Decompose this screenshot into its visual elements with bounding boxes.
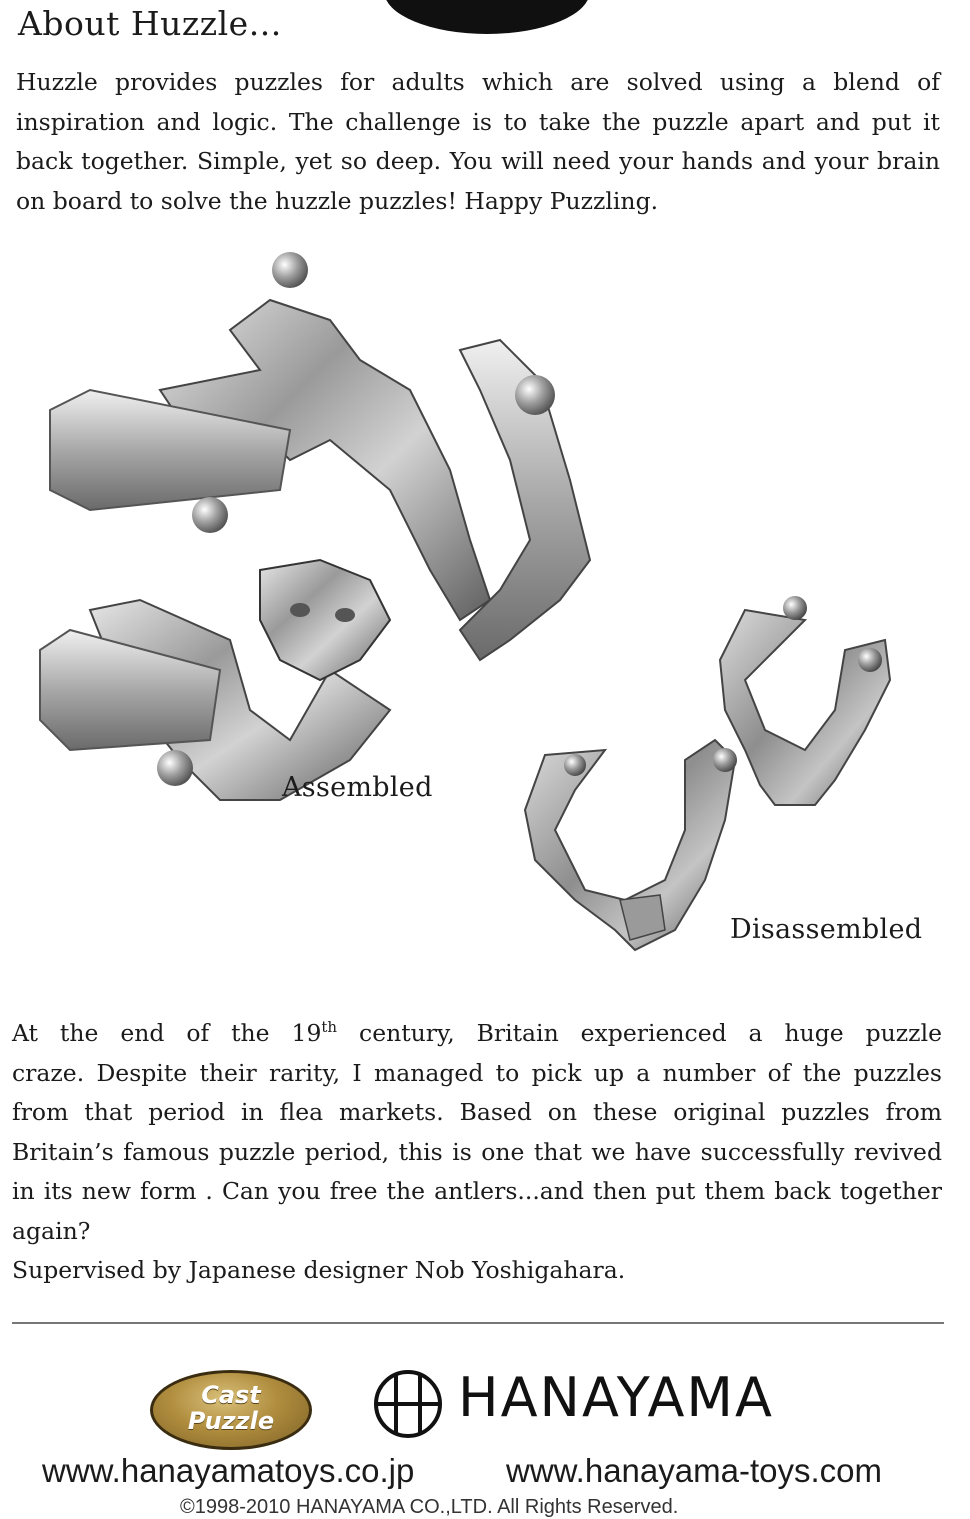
copyright-notice: ©1998-2010 HANAYAMA CO.,LTD. All Rights Reserved. bbox=[180, 1496, 679, 1518]
history-line1-start: At the end of the 19 bbox=[12, 1019, 322, 1047]
cast-logo-top-text: Cast bbox=[201, 1381, 261, 1409]
history-body: craze. Despite their rarity, I managed to pick up a number of the puzzles from that period in flea markets. Based on these original puzzles from Britain’s famous puzzle period, this is one that we have successfully revived in its new form . Can you free the antlers...and then put them back together again? bbox=[12, 1058, 942, 1245]
history-ordinal-suffix: th bbox=[321, 1018, 338, 1036]
brand-wordmark: HANAYAMA bbox=[458, 1366, 774, 1429]
assembled-caption: Assembled bbox=[282, 772, 433, 803]
history-line1-end: century, Britain experienced a huge puzzle bbox=[337, 1019, 942, 1047]
disassembled-puzzle-image bbox=[515, 590, 895, 960]
cast-puzzle-logo bbox=[150, 1370, 312, 1450]
intro-paragraph: Huzzle provides puzzles for adults which are solved using a blend of inspiration and logic. The challenge is to take the puzzle apart and put it back together. Simple, yet so deep. You will need your hands and your brain on board to solve the huzzle puzzles! Happy Puzzling. bbox=[16, 68, 940, 215]
footer-divider bbox=[12, 1322, 944, 1324]
website-link-com[interactable]: www.hanayama-toys.com bbox=[506, 1452, 882, 1489]
hanayama-circle-h-icon bbox=[372, 1368, 444, 1440]
history-paragraph bbox=[12, 1008, 942, 1291]
hanging-hole bbox=[384, 0, 590, 34]
disassembled-caption: Disassembled bbox=[730, 914, 923, 945]
website-link-jp[interactable]: www.hanayamatoys.co.jp bbox=[42, 1452, 415, 1489]
history-first-line bbox=[12, 1008, 942, 1054]
cast-logo-bottom-text: Puzzle bbox=[187, 1407, 275, 1435]
supervised-credit: Supervised by Japanese designer Nob Yoshigahara. bbox=[12, 1256, 626, 1284]
page-title: About Huzzle... bbox=[18, 4, 282, 43]
